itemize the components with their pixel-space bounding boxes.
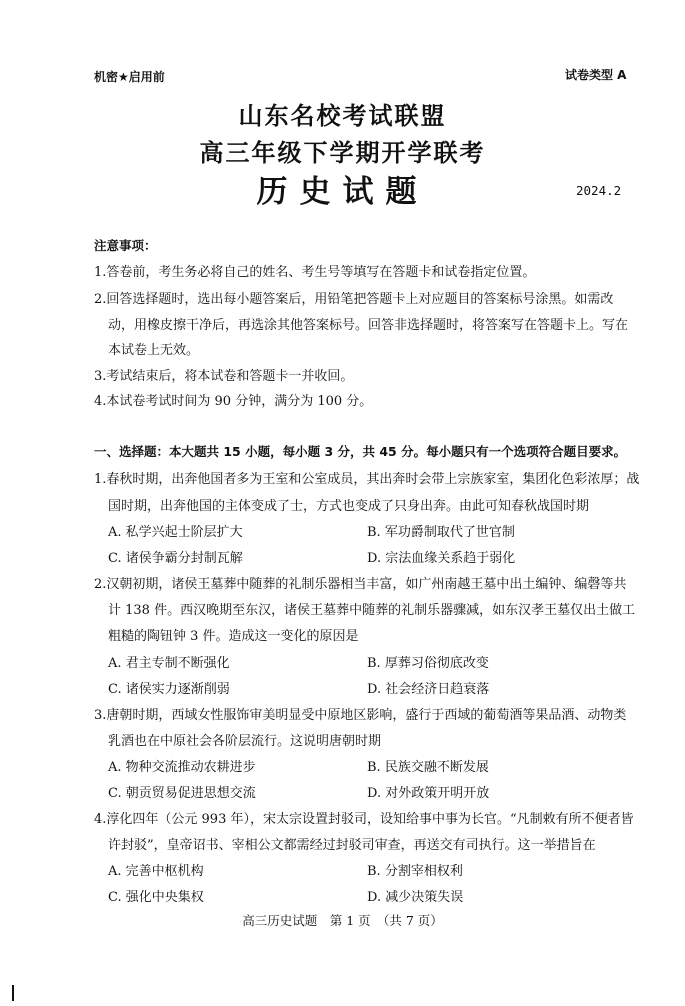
question-4-option-b: B. 分割宰相权利 xyxy=(367,864,463,879)
question-3-option-c: C. 朝贡贸易促进思想交流 xyxy=(108,786,256,801)
section-heading: 一、选择题：本大题共 15 小题，每小题 3 分，共 45 分。每小题只有一个选项符合题目要求。 xyxy=(94,444,627,459)
notice-item: 3.考试结束后，将本试卷和答题卡一并收回。 xyxy=(94,369,354,384)
notice-item: 2.回答选择题时，选出每小题答案后，用铅笔把答题卡上对应题目的答案标号涂黑。如需改 xyxy=(94,292,614,307)
question-2-option-d: D. 社会经济日趋衰落 xyxy=(367,682,490,697)
notice-heading: 注意事项： xyxy=(94,238,157,253)
question-1-option-d: D. 宗法血缘关系趋于弱化 xyxy=(367,551,516,566)
question-4-option-c: C. 强化中央集权 xyxy=(108,890,204,905)
question-2-option-c: C. 诸侯实力逐渐削弱 xyxy=(108,682,230,697)
question-3-line: 3.唐朝时期，西域女性服饰审美明显受中原地区影响，盛行于西域的葡萄酒等果品酒、动物类 xyxy=(94,708,627,723)
page-footer: 高三历史试题 第 1 页 （共 7 页） xyxy=(242,913,443,928)
question-3-option-d: D. 对外政策开明开放 xyxy=(367,786,490,801)
question-2-line: 2.汉朝初期，诸侯王墓葬中随葬的礼制乐器相当丰富，如广州南越王墓中出土编钟、编磬等共 xyxy=(94,577,627,592)
question-4-line: 4.淳化四年（公元 993 年），宋太宗设置封驳司，设知给事中事为长官。“凡制敕有所不便者皆 xyxy=(94,812,634,827)
question-1-line: 1.春秋时期，出奔他国者多为王室和公室成员，其出奔时会带上宗族家室，集团化色彩浓厚；战 xyxy=(94,472,640,487)
question-2-line: 计 138 件。西汉晚期至东汉，诸侯王墓葬中随葬的礼制乐器骤减，如东汉孝王墓仅出土做工 xyxy=(108,603,636,618)
notice-item: 4.本试卷考试时间为 90 分钟，满分为 100 分。 xyxy=(94,394,373,409)
subject-title: 历史试题 xyxy=(256,174,429,210)
question-4-option-d: D. 减少决策失误 xyxy=(367,890,464,905)
question-1-option-b: B. 军功爵制取代了世官制 xyxy=(367,525,515,540)
exam-date: 2024.2 xyxy=(576,183,622,198)
question-1-option-c: C. 诸侯争霸分封制瓦解 xyxy=(108,551,243,566)
question-3-option-a: A. 物种交流推动农耕进步 xyxy=(108,760,256,775)
notice-item: 动，用橡皮擦干净后，再选涂其他答案标号。回答非选择题时，将答案写在答题卡上。写在 xyxy=(108,318,629,333)
confidential-label: 机密★启用前 xyxy=(94,70,165,84)
notice-item: 本试卷上无效。 xyxy=(108,343,200,358)
question-2-line: 粗糙的陶钮钟 3 件。造成这一变化的原因是 xyxy=(108,629,359,644)
question-1-line: 国时期，出奔他国的主体变成了士，方式也变成了只身出奔。由此可知春秋战国时期 xyxy=(108,499,590,514)
question-3-line: 乳酒也在中原社会各阶层流行。这说明唐朝时期 xyxy=(108,734,382,749)
question-1-option-a: A. 私学兴起士阶层扩大 xyxy=(108,525,243,540)
question-3-option-b: B. 民族交融不断发展 xyxy=(367,760,489,775)
question-2-option-b: B. 厚葬习俗彻底改变 xyxy=(367,656,489,671)
question-4-option-a: A. 完善中枢机构 xyxy=(108,864,204,879)
question-4-line: 许封驳”，皇帝诏书、宰相公文都需经过封驳司审查，再送交有司执行。这一举措旨在 xyxy=(108,838,596,853)
paper-type-label: 试卷类型 A xyxy=(565,68,627,82)
notice-item: 1.答卷前，考生务必将自己的姓名、考生号等填写在答题卡和试卷指定位置。 xyxy=(94,265,536,280)
edge-mark xyxy=(12,985,14,1001)
exam-name-title: 高三年级下学期开学联考 xyxy=(199,138,486,167)
question-2-option-a: A. 君主专制不断强化 xyxy=(108,656,230,671)
exam-union-title: 山东名校考试联盟 xyxy=(238,101,447,130)
